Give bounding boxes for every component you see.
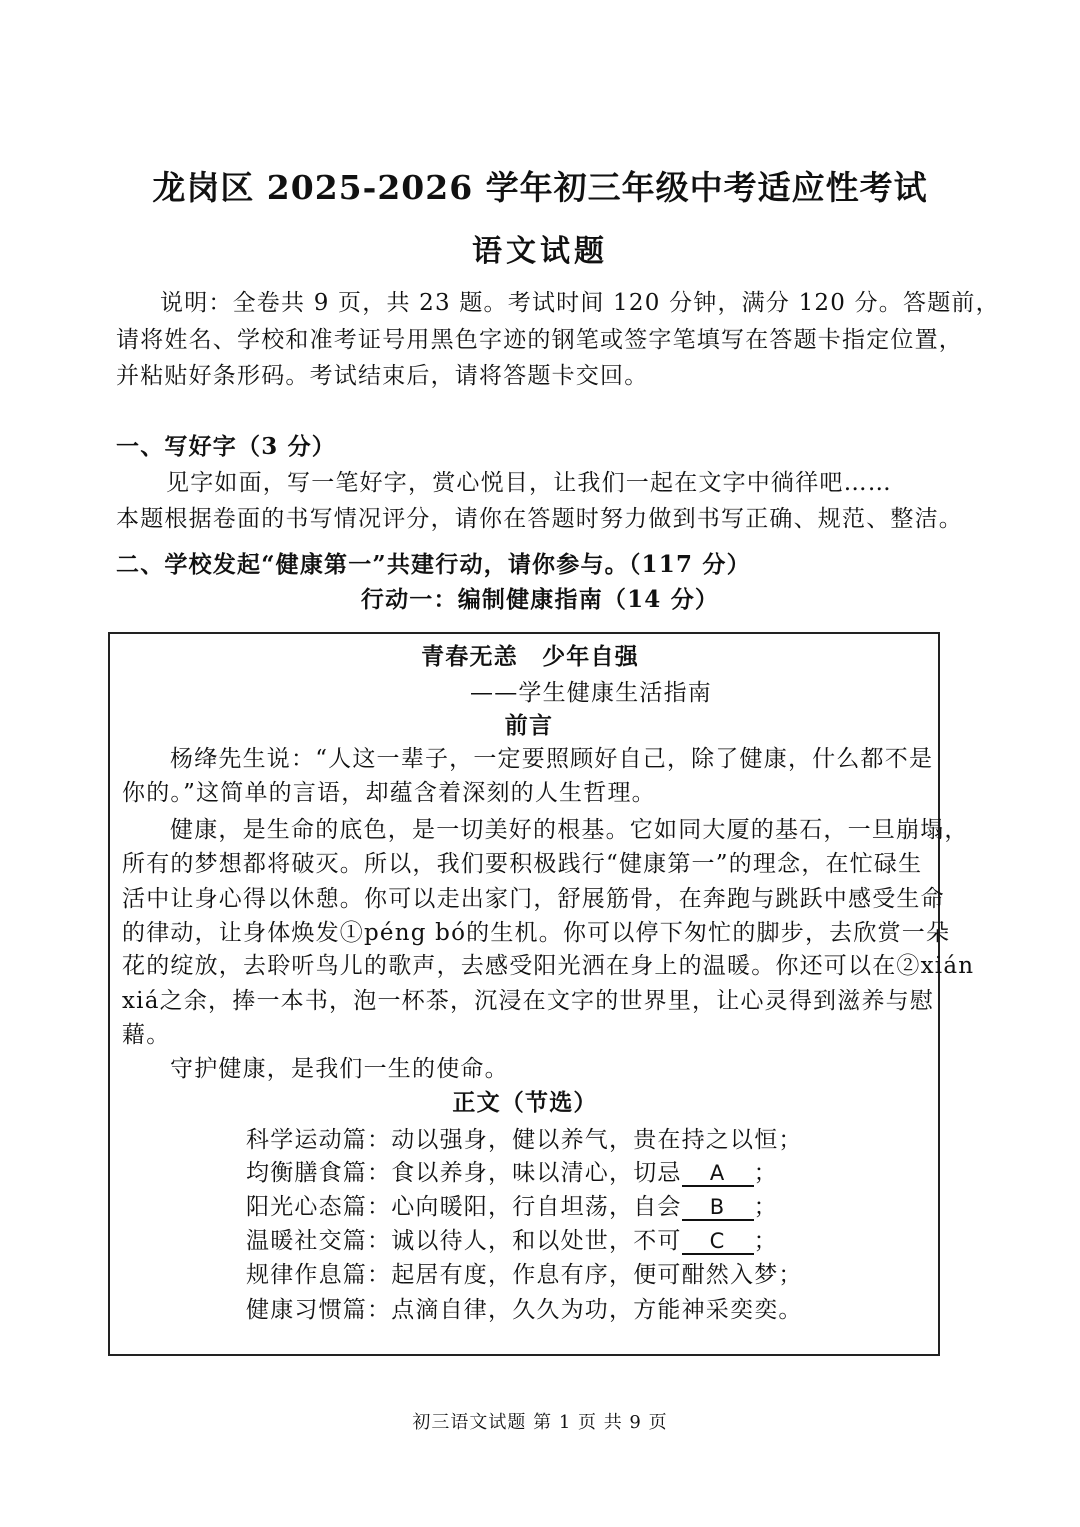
section-1-line: 本题根据卷面的书写情况评分，请你在答题时努力做到书写正确、规范、整洁。 (116, 506, 963, 532)
preface-line: 花的绽放，去聆听鸟儿的歌声，去感受阳光洒在身上的温暖。你还可以在②xián (122, 953, 975, 979)
guide-title: 青春无恙 少年自强 (421, 643, 639, 670)
preface-line: 守护健康，是我们一生的使命。 (170, 1056, 509, 1082)
body-heading: 正文（节选） (452, 1089, 598, 1116)
body-line: 规律作息篇：起居有度，作息有序，便可酣然入梦； (246, 1262, 803, 1288)
preface-line: 所有的梦想都将破灭。所以，我们要积极践行“健康第一”的理念，在忙碌生 (122, 851, 923, 877)
guide-subtitle: ——学生健康生活指南 (470, 680, 712, 706)
body-line: 健康习惯篇：点滴自律，久久为功，方能神采奕奕。 (246, 1297, 803, 1323)
preface-line: 的律动，让身体焕发①péng bó的生机。你可以停下匆忙的脚步，去欣赏一朵 (122, 920, 951, 946)
body-line-text: 温暖社交篇：诚以待人，和以处世，不可 (246, 1228, 682, 1254)
blank-b: B (682, 1195, 754, 1221)
body-line-punct: ； (753, 1194, 778, 1220)
section-1-heading: 一、写好字（3 分） (116, 433, 337, 460)
body-line: 科学运动篇：动以强身，健以养气，贵在持之以恒； (246, 1127, 803, 1153)
body-line (246, 1188, 778, 1221)
instruction-line: 说明：全卷共 9 页，共 23 题。考试时间 120 分钟，满分 120 分。答题前， (160, 290, 1000, 316)
instruction-line: 并粘贴好条形码。考试结束后，请将答题卡交回。 (116, 363, 649, 389)
body-line (246, 1154, 778, 1187)
preface-line: 藉。 (122, 1022, 171, 1048)
body-line (246, 1222, 778, 1255)
section-2-heading: 二、学校发起“健康第一”共建行动，请你参与。（117 分） (116, 551, 751, 578)
page-footer: 初三语文试题 第 1 页 共 9 页 (412, 1412, 668, 1433)
exam-subject: 语文试题 (472, 234, 608, 269)
action-1-heading: 行动一：编制健康指南（14 分） (360, 586, 720, 613)
section-1-line: 见字如面，写一笔好字，赏心悦目，让我们一起在文字中徜徉吧…… (166, 470, 892, 496)
body-line-text: 阳光心态篇：心向暖阳，行自坦荡，自会 (246, 1194, 682, 1220)
preface-line: 你的。”这简单的言语，却蕴含着深刻的人生哲理。 (122, 780, 656, 806)
blank-c: C (682, 1229, 754, 1255)
instruction-line: 请将姓名、学校和准考证号用黑色字迹的钢笔或签字笔填写在答题卡指定位置， (116, 327, 963, 353)
body-line-punct: ； (753, 1228, 778, 1254)
preface-line: 杨绛先生说：“人这一辈子，一定要照顾好自己，除了健康，什么都不是 (170, 746, 934, 772)
preface-line: 健康，是生命的底色，是一切美好的根基。它如同大厦的基石，一旦崩塌， (170, 817, 969, 843)
body-line-punct: ； (753, 1160, 778, 1186)
exam-title: 龙岗区 2025-2026 学年初三年级中考适应性考试 (152, 168, 928, 207)
preface-line: 活中让身心得以休憩。你可以走出家门，舒展筋骨，在奔跑与跳跃中感受生命 (122, 886, 945, 912)
blank-a: A (682, 1161, 754, 1187)
body-line-text: 均衡膳食篇：食以养身，味以清心，切忌 (246, 1160, 682, 1186)
preface-heading: 前言 (504, 712, 554, 739)
preface-line: xiá之余，捧一本书，泡一杯茶，沉浸在文字的世界里，让心灵得到滋养与慰 (122, 988, 935, 1014)
